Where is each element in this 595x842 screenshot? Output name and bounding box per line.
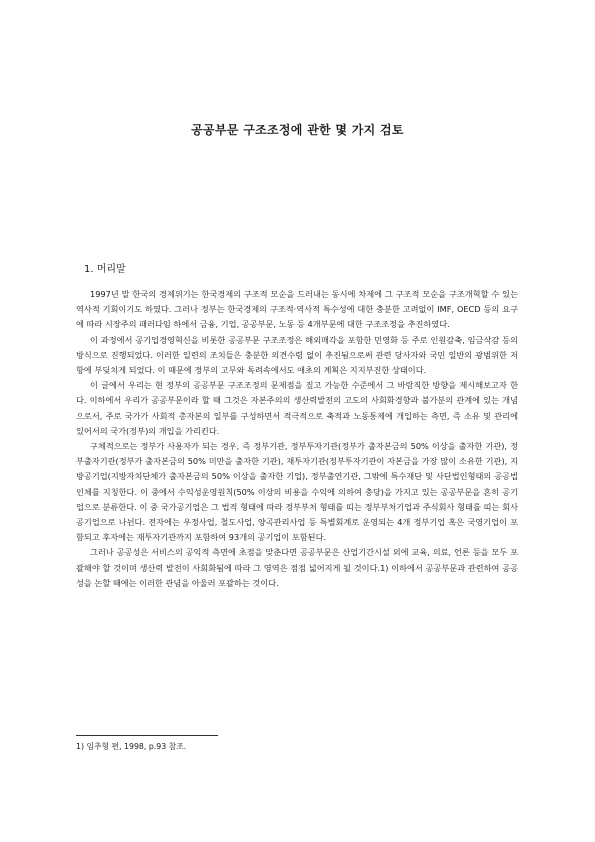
paragraph: 이 글에서 우리는 현 정부의 공공부문 구조조정의 문제점을 짚고 가능한 수준에서 그 바람직한 방향을 제시해보고자 한다. 이하에서 우리가 공공부문이라 할 때 그것은 자본주의의 생산력발전의 고도의 사회화경향과 불가분의 관계에 있는 개념으로서, 주로 국가가 사회적 총자본의 일부를 구성하면서 적극적으로 축적과 노동통제에 개입하는 측면, 즉 소유 및 관리에 있어서의 국가(정부)의 개입을 가리킨다. <box>76 380 518 436</box>
footnote: 1) 임추형 편, 1998, p.93 참조. <box>76 742 187 751</box>
paragraph: 구체적으로는 정부가 사용자가 되는 경우, 즉 정부기관, 정부투자기관(정부가 출자본금의 50% 이상을 출자한 기관), 정부출자기관(정부가 출자본금의 50% 미만을 출자한 기관), 재투자기관(정부투자기관이 자본금을 가장 많이 소유한 기관), 지방공기업(지방자치단체가 출자본금의 50% 이상을 출자한 기업), 정부출연기관, 그밖에 특수재단 및 사단법인형태의 공공법인체를 지칭한다. 이 중에서 수익성운영원칙(50% 이상의 비용을 수익에 의하여 충당)을 가지고 있는 공공부문을 흔히 공기업으로 분류한다. 이 중 국가공기업은 그 법적 형태에 따라 정부부처 형태를 띠는 정부부처기업과 주식회사 형태를 띠는 회사공기업으로 나뉜다. 전자에는 우정사업, 철도사업, 양곡관리사업 등 특별회계로 운영되는 4개 정부기업 혹은 국영기업이 포함되고 후자에는 재투자기관까지 포함하여 93개의 공기업이 포함된다. <box>76 441 518 543</box>
document-title: 공공부문 구조조정에 관한 몇 가지 검토 <box>191 123 404 137</box>
paragraph: 1997년 말 한국의 경제위기는 한국경제의 구조적 모순을 드러내는 동시에 차제에 그 구조적 모순을 구조개혁할 수 있는 역사적 기회이기도 하였다. 그러나 정부는 한국경제의 구조적·역사적 특수성에 대한 충분한 고려없이 IMF, OECD 등의 요구에 따라 시장주의 패러다임 하에서 금융, 기업, 공공부문, 노동 등 4개부문에 대한 구조조정을 추진하였다. <box>76 289 518 330</box>
paragraph: 이 과정에서 공기업경영혁신을 비롯한 공공부문 구조조정은 해외매각을 포함한 민영화 등 주로 인원감축, 임금삭감 등의 방식으로 진행되었다. 이러한 일련의 조치들은 충분한 의견수렴 없이 추진됨으로써 관련 당사자와 국민 일반의 광범위한 저항에 부딪치게 되었다. 이 때문에 정부의 고무와 독려속에서도 애초의 계획은 지지부진한 상태이다. <box>76 334 518 376</box>
paragraph: 그러나 공공성은 서비스의 공익적 측면에 초점을 맞춘다면 공공부문은 산업기간시설 외에 교육, 의료, 언론 등을 모두 포괄해야 할 것이며 생산력 발전이 사회화됨에 따라 그 영역은 점점 넓어지게 될 것이다.1) 이하에서 공공부문과 관련하여 공공성을 논할 때에는 이러한 관념을 아울러 포괄하는 것이다. <box>76 547 518 588</box>
footnote-divider <box>76 735 218 736</box>
body-text <box>76 287 518 591</box>
section-heading: 1. 머리말 <box>84 264 126 275</box>
